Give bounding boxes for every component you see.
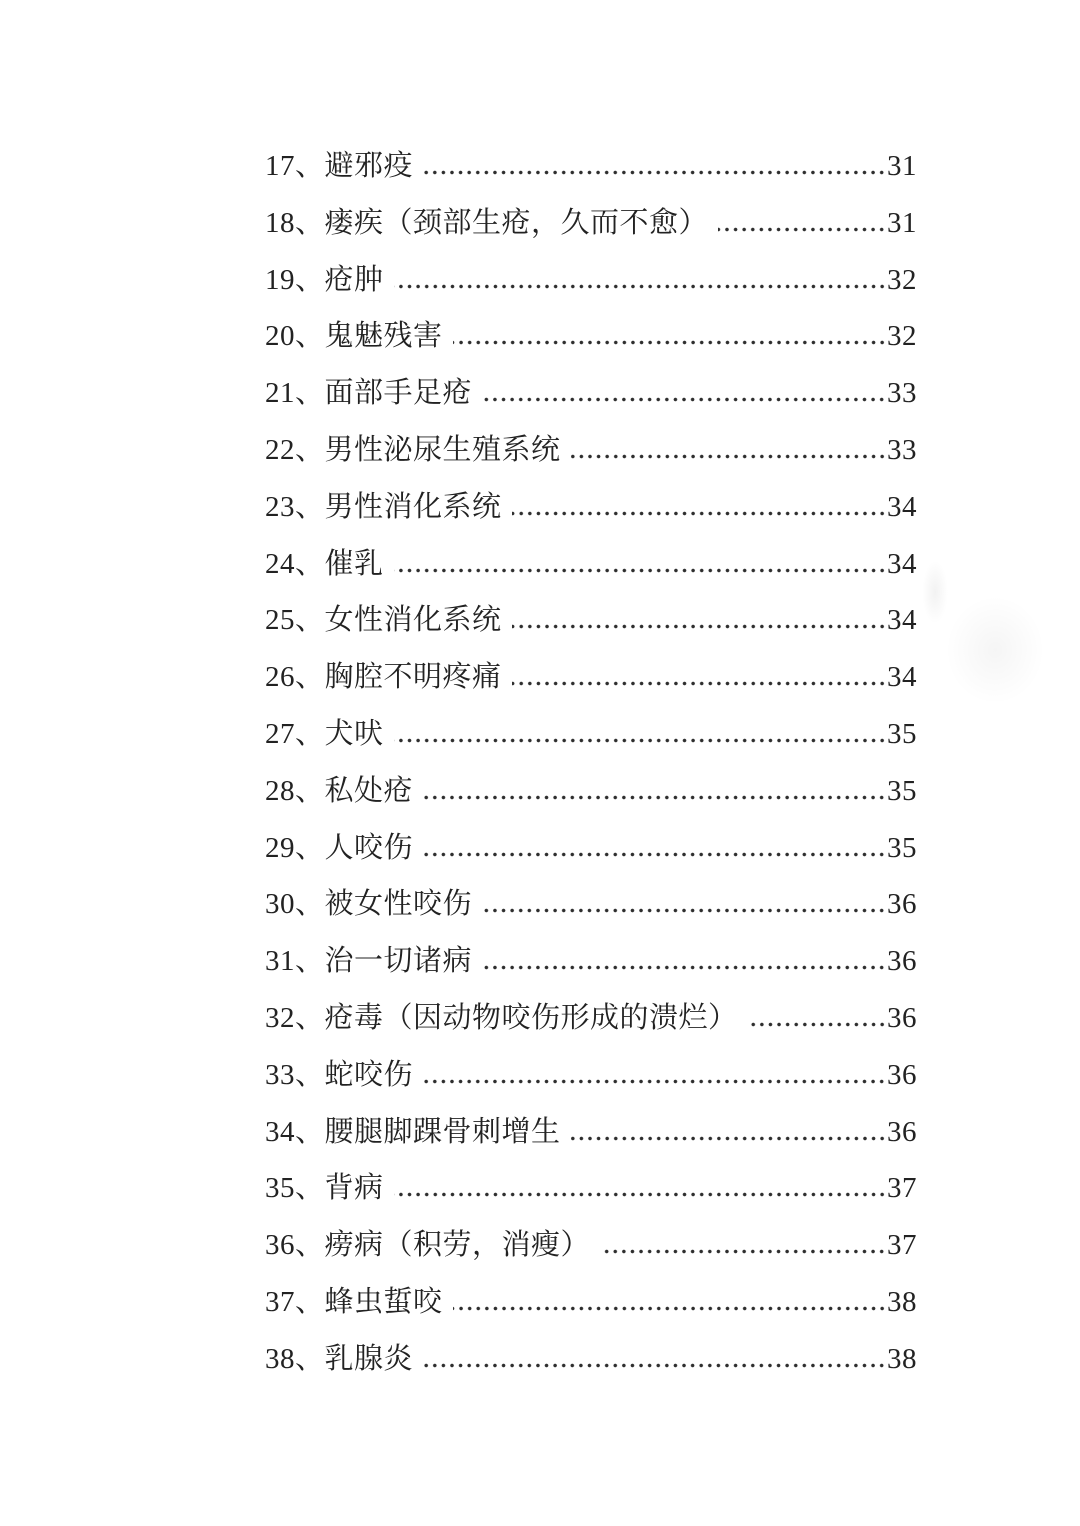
entry-page-number: 35 (887, 774, 917, 807)
entry-title: 避邪疫 (324, 150, 414, 182)
entry-page-number: 36 (887, 888, 917, 921)
leader-dots (423, 852, 886, 857)
leader-dots (512, 511, 886, 516)
entry-page-number: 33 (887, 377, 917, 410)
entry-title: 腰腿脚踝骨刺增生 (324, 1115, 561, 1148)
entry-number: 24、 (265, 547, 325, 580)
toc-entry (265, 526, 917, 583)
leader-dots (423, 1363, 886, 1368)
toc-entry (265, 1094, 917, 1151)
toc-entry (265, 1037, 917, 1094)
toc-entry (265, 639, 917, 696)
leader-dots (423, 1079, 886, 1084)
leader-dots (571, 454, 886, 459)
leader-dots (423, 795, 886, 800)
entry-number: 19、 (265, 263, 325, 296)
entry-number: 18、 (265, 206, 325, 239)
toc-entry (265, 810, 917, 867)
entry-page-number: 35 (887, 831, 917, 864)
entry-title: 私处疮 (324, 774, 414, 807)
entry-page-number: 31 (887, 206, 917, 239)
entry-number: 29、 (265, 831, 325, 864)
entry-title: 疮肿 (324, 263, 384, 296)
entry-number: 26、 (265, 661, 325, 694)
entry-title: 鬼魅残害 (324, 320, 443, 353)
entry-page-number: 37 (887, 1172, 917, 1205)
entry-page-number: 36 (887, 1058, 917, 1091)
toc-list (265, 128, 917, 1378)
leader-dots (482, 965, 886, 970)
entry-number: 27、 (265, 717, 325, 750)
entry-page-number: 38 (887, 1285, 917, 1318)
entry-number: 32、 (265, 1001, 325, 1034)
leader-dots (512, 681, 886, 686)
toc-entry (265, 980, 917, 1037)
entry-page-number: 34 (887, 490, 917, 523)
toc-entry (265, 355, 917, 412)
toc-entry (265, 469, 917, 526)
toc-entry (265, 866, 917, 923)
entry-title: 人咬伤 (324, 831, 414, 864)
leader-dots (482, 397, 886, 402)
entry-page-number: 36 (887, 1115, 917, 1148)
entry-page-number: 36 (887, 945, 917, 978)
entry-title: 男性消化系统 (324, 490, 502, 523)
toc-entry (265, 923, 917, 980)
leader-dots (600, 1249, 886, 1254)
entry-title: 痨病（积劳，消瘦） (324, 1229, 591, 1262)
entry-number: 23、 (265, 490, 325, 523)
entry-page-number: 36 (887, 1001, 917, 1034)
entry-page-number: 34 (887, 547, 917, 580)
entry-title: 治一切诸病 (324, 945, 473, 978)
entry-number: 34、 (265, 1115, 325, 1148)
entry-title: 面部手足疮 (324, 377, 473, 410)
leader-dots (394, 284, 886, 289)
entry-page-number: 32 (887, 320, 917, 353)
entry-number: 37、 (265, 1285, 325, 1318)
entry-page-number: 37 (887, 1229, 917, 1262)
entry-title: 犬吠 (324, 717, 384, 750)
entry-title: 瘘疾（颈部生疮，久而不愈） (324, 206, 709, 239)
entry-number: 35、 (265, 1172, 325, 1205)
entry-page-number: 38 (887, 1342, 917, 1375)
entry-title: 背病 (324, 1172, 384, 1205)
leader-dots (453, 1306, 886, 1311)
entry-number: 28、 (265, 774, 325, 807)
toc-entry (265, 128, 917, 185)
toc-entry (265, 582, 917, 639)
entry-page-number: 33 (887, 433, 917, 466)
entry-page-number: 32 (887, 263, 917, 296)
entry-title: 被女性咬伤 (324, 888, 473, 921)
entry-number: 17、 (265, 150, 325, 182)
entry-title: 胸腔不明疼痛 (324, 661, 502, 694)
leader-dots (482, 908, 886, 913)
leader-dots (394, 738, 886, 743)
entry-number: 31、 (265, 945, 325, 978)
entry-page-number: 34 (887, 661, 917, 694)
toc-entry (265, 1150, 917, 1207)
toc-entry (265, 696, 917, 753)
toc-entry (265, 242, 917, 299)
entry-page-number: 35 (887, 717, 917, 750)
entry-title: 疮毒（因动物咬伤形成的溃烂） (324, 1001, 738, 1034)
scan-artifact (922, 560, 948, 624)
leader-dots (512, 624, 886, 629)
toc-entry (265, 185, 917, 242)
toc-entry (265, 298, 917, 355)
entry-number: 36、 (265, 1229, 325, 1262)
leader-dots (748, 1022, 886, 1027)
entry-number: 30、 (265, 888, 325, 921)
entry-number: 38、 (265, 1342, 325, 1375)
leader-dots (718, 227, 886, 232)
leader-dots (423, 170, 886, 175)
entry-title: 男性泌尿生殖系统 (324, 433, 561, 466)
entry-page-number: 34 (887, 604, 917, 637)
toc-entry (265, 412, 917, 469)
entry-number: 21、 (265, 377, 325, 410)
leader-dots (394, 568, 886, 573)
entry-number: 25、 (265, 604, 325, 637)
entry-title: 蛇咬伤 (324, 1058, 414, 1091)
entry-number: 20、 (265, 320, 325, 353)
entry-title: 蜂虫蜇咬 (324, 1285, 443, 1318)
entry-title: 女性消化系统 (324, 604, 502, 637)
entry-number: 33、 (265, 1058, 325, 1091)
toc-entry (265, 1321, 917, 1378)
entry-page-number: 31 (887, 150, 917, 182)
entry-title: 乳腺炎 (324, 1342, 414, 1375)
toc-entry (265, 1207, 917, 1264)
toc-entry (265, 1264, 917, 1321)
entry-number: 22、 (265, 433, 325, 466)
entry-title: 催乳 (324, 547, 384, 580)
leader-dots (571, 1136, 886, 1141)
leader-dots (453, 340, 886, 345)
scan-artifact (945, 595, 1045, 705)
leader-dots (394, 1192, 886, 1197)
toc-entry (265, 753, 917, 810)
